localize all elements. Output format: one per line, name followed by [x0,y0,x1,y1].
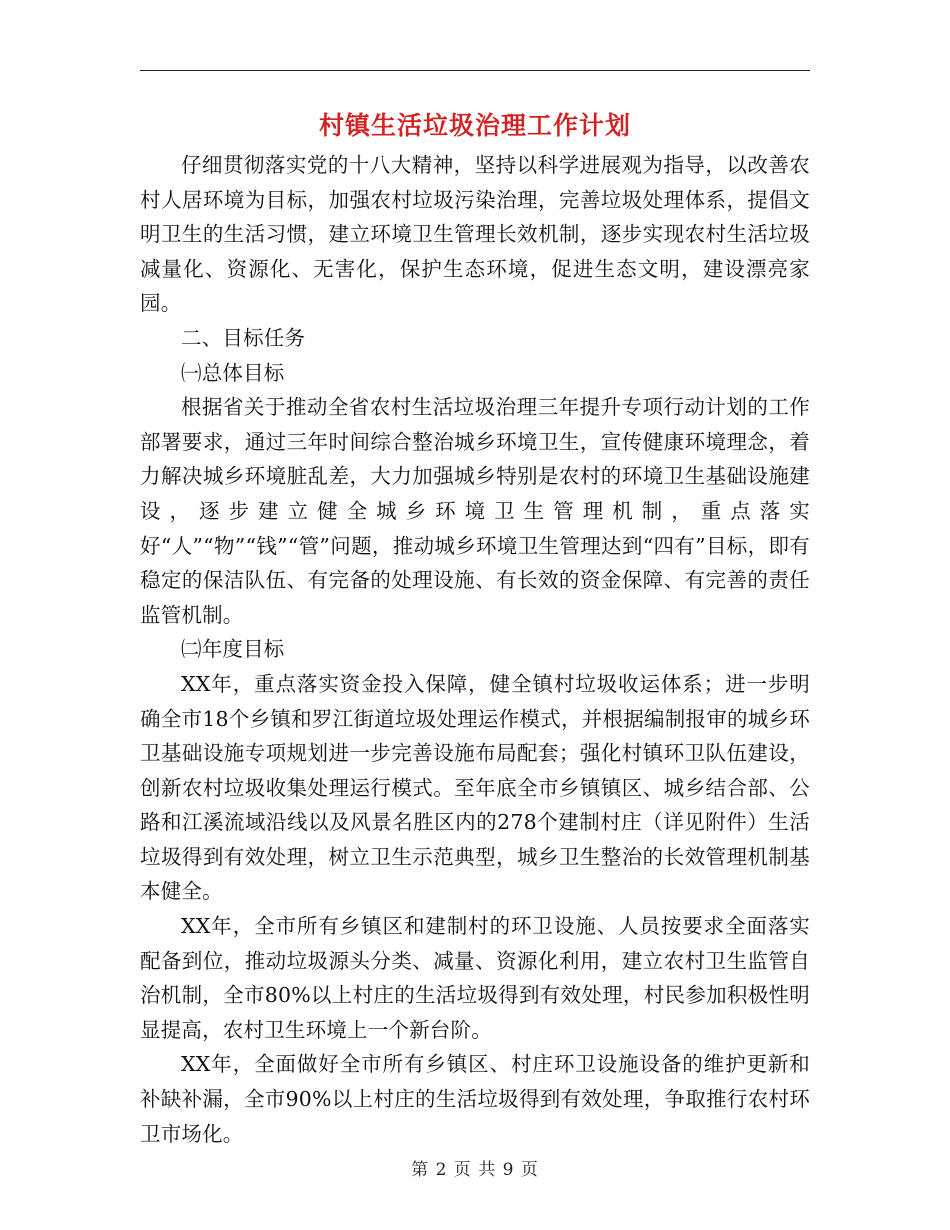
paragraph-year-1: XX年，重点落实资金投入保障，健全镇村垃圾收运体系；进一步明确全市18个乡镇和罗江街道垃圾处理运作模式，并根据编制报审的城乡环卫基础设施专项规划进一步完善设施布局配套；强化村镇环卫队伍建设，创新农村垃圾收集处理运行模式。至年底全市乡镇镇区、城乡结合部、公路和江溪流域沿线以及风景名胜区内的278个建制村庄（详见附件）生活垃圾得到有效处理，树立卫生示范典型，城乡卫生整治的长效管理机制基本健全。 [140,671,810,904]
document-body [140,148,810,1151]
header-rule [140,70,810,71]
page-number-footer: 第 2 页 共 9 页 [411,1160,539,1180]
paragraph-year-2: XX年，全市所有乡镇区和建制村的环卫设施、人员按要求全面落实配备到位，推动垃圾源头分类、减量、资源化利用，建立农村卫生监管自治机制，全市80%以上村庄的生活垃圾得到有效处理，村民参加积极性明显提高，农村卫生环境上一个新台阶。 [140,914,810,1042]
paragraph-intro: 仔细贯彻落实党的十八大精神，坚持以科学进展观为指导，以改善农村人居环境为目标，加强农村垃圾污染治理，完善垃圾处理体系，提倡文明卫生的生活习惯，建立环境卫生管理长效机制，逐步实现农村生活垃圾减量化、资源化、无害化，保护生态环境，促进生态文明，建设漂亮家园。 [140,153,810,316]
document-title: 村镇生活垃圾治理工作计划 [318,111,631,140]
paragraph-overall-target: 根据省关于推动全省农村生活垃圾治理三年提升专项行动计划的工作部署要求，通过三年时间综合整治城乡环境卫生，宣传健康环境理念，着力解决城乡环境脏乱差，大力加强城乡特别是农村的环境卫生基础设施建设，逐步建立健全城乡环境卫生管理机制，重点落实好“人”“物”“钱”“管”问题，推动城乡环境卫生管理达到“四有”目标，即有稳定的保洁队伍、有完备的处理设施、有长效的资金保障、有完善的责任监管机制。 [140,395,810,627]
section-heading-targets: 二、目标任务 [181,325,306,350]
subheading-overall-target: ㈠总体目标 [181,360,285,385]
subheading-annual-target: ㈡年度目标 [181,637,285,662]
paragraph-year-3: XX年，全面做好全市所有乡镇区、村庄环卫设施设备的维护更新和补缺补漏，全市90%以上村庄的生活垃圾得到有效处理，争取推行农村环卫市场化。 [140,1052,810,1146]
